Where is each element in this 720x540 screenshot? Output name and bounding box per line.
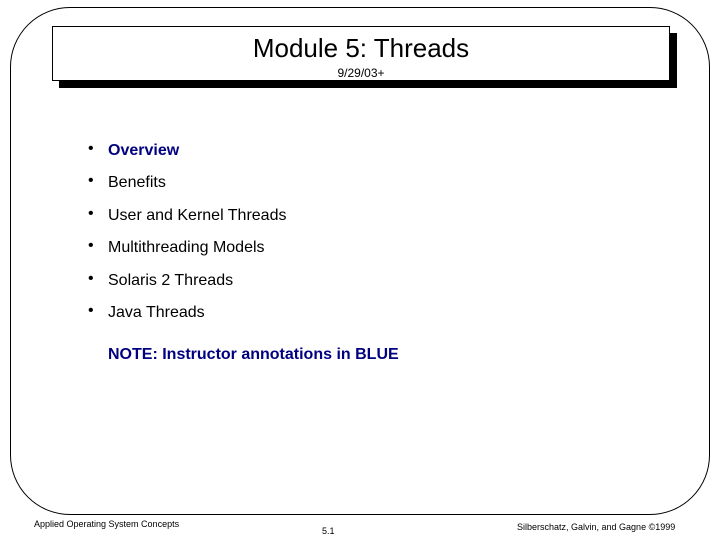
bullet-label: Solaris 2 Threads xyxy=(108,271,234,289)
bullet-label: Java Threads xyxy=(108,303,205,321)
bullet-label: Multithreading Models xyxy=(108,239,265,257)
bullet-icon: • xyxy=(88,237,94,255)
bullet-icon: • xyxy=(88,204,94,222)
bullet-icon: • xyxy=(88,172,94,190)
bullet-label: Overview xyxy=(108,142,180,159)
title-box xyxy=(52,26,670,81)
slide-title: Module 5: Threads xyxy=(252,33,470,63)
footer-copyright: Silberschatz, Galvin, and Gagne ©1999 xyxy=(517,522,676,532)
footer-book-title: Applied Operating System Concepts xyxy=(34,519,180,529)
instructor-note: NOTE: Instructor annotations in BLUE xyxy=(108,346,399,363)
bullet-icon: • xyxy=(88,140,94,157)
bullet-icon: • xyxy=(88,269,94,287)
footer-page-number: 5.1 xyxy=(322,526,335,536)
bullet-icon: • xyxy=(88,301,94,319)
bullet-label: Benefits xyxy=(108,174,166,192)
slide-subtitle: 9/29/03+ xyxy=(337,66,385,80)
slide-frame xyxy=(10,7,710,515)
bullet-label: User and Kernel Threads xyxy=(108,206,287,224)
